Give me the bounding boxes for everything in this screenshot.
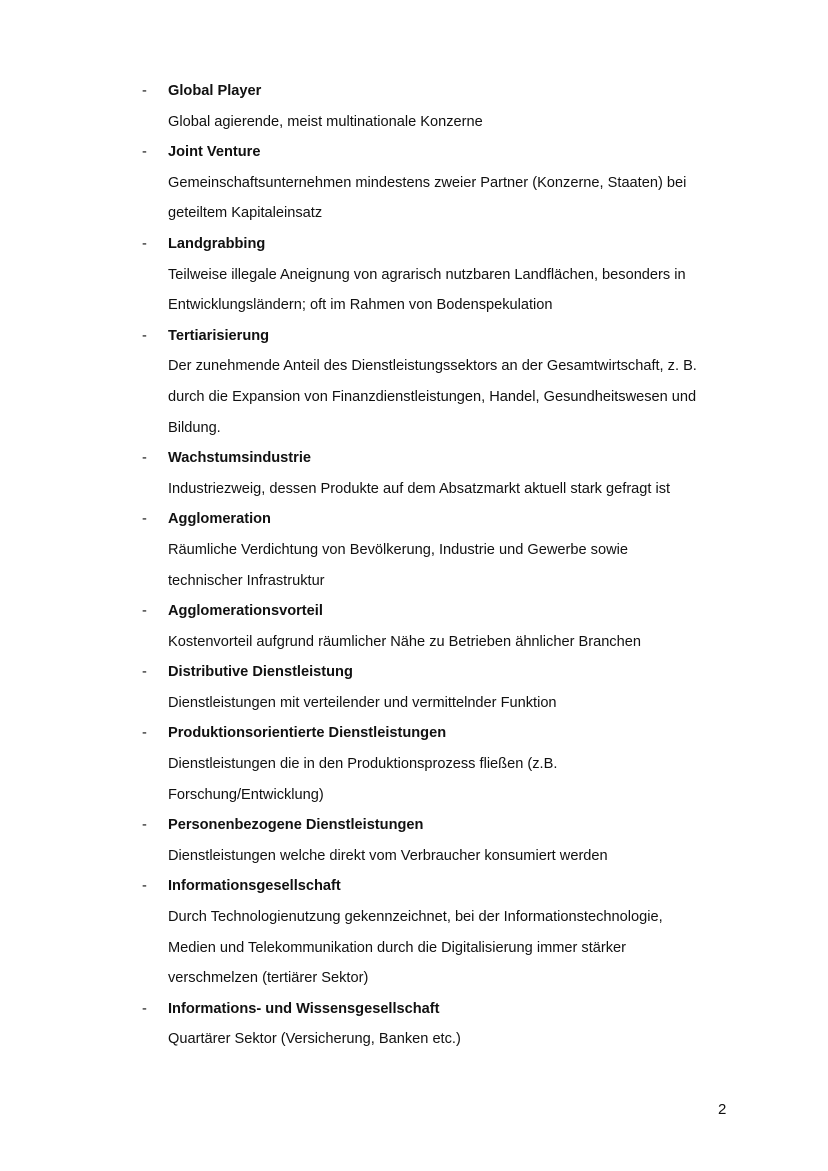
glossary-term: Personenbezogene Dienstleistungen [168, 817, 424, 834]
term-line [142, 718, 742, 749]
glossary-definition-line: Der zunehmende Anteil des Dienstleistungssektors an der Gesamtwirtschaft, z. B. [168, 358, 697, 375]
glossary-term: Produktionsorientierte Dienstleistungen [168, 725, 447, 742]
term-line [142, 76, 742, 107]
bullet-dash: - [142, 235, 147, 252]
glossary-definition-line: Dienstleistungen mit verteilender und vermittelnder Funktion [168, 694, 557, 711]
glossary-definition-line: geteiltem Kapitaleinsatz [168, 205, 323, 222]
glossary-definition-line: Gemeinschaftsunternehmen mindestens zweier Partner (Konzerne, Staaten) bei [168, 174, 687, 191]
glossary-term: Informationsgesellschaft [168, 878, 341, 895]
term-line [142, 596, 742, 627]
page-number: 2 [718, 1101, 727, 1118]
glossary-definition-line: Entwicklungsländern; oft im Rahmen von Bodenspekulation [168, 297, 553, 314]
term-line [142, 810, 742, 841]
glossary-entry [142, 871, 742, 993]
glossary-entry [142, 137, 742, 229]
term-line [142, 657, 742, 688]
glossary-entry [142, 321, 742, 443]
glossary-term: Tertiarisierung [168, 327, 270, 344]
glossary-list [142, 76, 742, 1055]
glossary-term: Global Player [168, 83, 262, 99]
glossary-definition-line: Global agierende, meist multinationale Konzerne [168, 113, 483, 130]
glossary-definition-line: Dienstleistungen die in den Produktionsprozess fließen (z.B. [168, 756, 558, 773]
glossary-term: Informations- und Wissensgesellschaft [168, 1000, 440, 1017]
term-line [142, 443, 742, 474]
glossary-definition-line: durch die Expansion von Finanzdienstleistungen, Handel, Gesundheitswesen und [168, 388, 697, 405]
glossary-term: Agglomerationsvorteil [168, 603, 323, 620]
glossary-definition-line: technischer Infrastruktur [168, 572, 325, 589]
glossary-definition-line: Dienstleistungen welche direkt vom Verbraucher konsumiert werden [168, 847, 608, 864]
glossary-definition-line: Durch Technologienutzung gekennzeichnet, bei der Informationstechnologie, [168, 909, 663, 926]
glossary-entry [142, 657, 742, 718]
glossary-term: Joint Venture [168, 144, 261, 161]
bullet-dash: - [142, 327, 147, 344]
glossary-definition-line: Kostenvorteil aufgrund räumlicher Nähe zu Betrieben ähnlicher Branchen [168, 633, 641, 650]
glossary-definition-line: Forschung/Entwicklung) [168, 786, 324, 803]
glossary-term: Landgrabbing [168, 235, 266, 252]
term-line [142, 994, 742, 1025]
glossary-entry [142, 994, 742, 1055]
term-line [142, 137, 742, 168]
glossary-entry [142, 76, 742, 137]
term-line [142, 504, 742, 535]
term-line [142, 229, 742, 260]
bullet-dash: - [142, 664, 147, 681]
glossary-term: Wachstumsindustrie [168, 450, 311, 467]
glossary-term: Agglomeration [168, 511, 271, 528]
glossary-definition-line: verschmelzen (tertiärer Sektor) [168, 970, 369, 987]
glossary-definition-line: Quartärer Sektor (Versicherung, Banken etc.) [168, 1031, 461, 1048]
glossary-definition-line: Medien und Telekommunikation durch die Digitalisierung immer stärker [168, 939, 627, 956]
glossary-entry [142, 504, 742, 596]
glossary-definition-line: Bildung. [168, 419, 221, 436]
glossary-entry [142, 443, 742, 504]
bullet-dash: - [142, 450, 147, 467]
bullet-dash: - [142, 603, 147, 620]
glossary-entry [142, 718, 742, 810]
bullet-dash: - [142, 878, 147, 895]
bullet-dash: - [142, 1000, 147, 1017]
bullet-dash: - [142, 511, 147, 528]
bullet-dash: - [142, 725, 147, 742]
term-line [142, 871, 742, 902]
term-line [142, 321, 742, 352]
glossary-entry [142, 229, 742, 321]
glossary-definition-line: Teilweise illegale Aneignung von agrarisch nutzbaren Landflächen, besonders in [168, 266, 686, 283]
glossary-entry [142, 810, 742, 871]
glossary-term: Distributive Dienstleistung [168, 664, 353, 681]
glossary-definition-line: Industriezweig, dessen Produkte auf dem Absatzmarkt aktuell stark gefragt ist [168, 480, 671, 497]
glossary-entry [142, 596, 742, 657]
glossary-definition-line: Räumliche Verdichtung von Bevölkerung, Industrie und Gewerbe sowie [168, 541, 628, 558]
bullet-dash: - [142, 144, 147, 161]
bullet-dash: - [142, 83, 147, 99]
bullet-dash: - [142, 817, 147, 834]
